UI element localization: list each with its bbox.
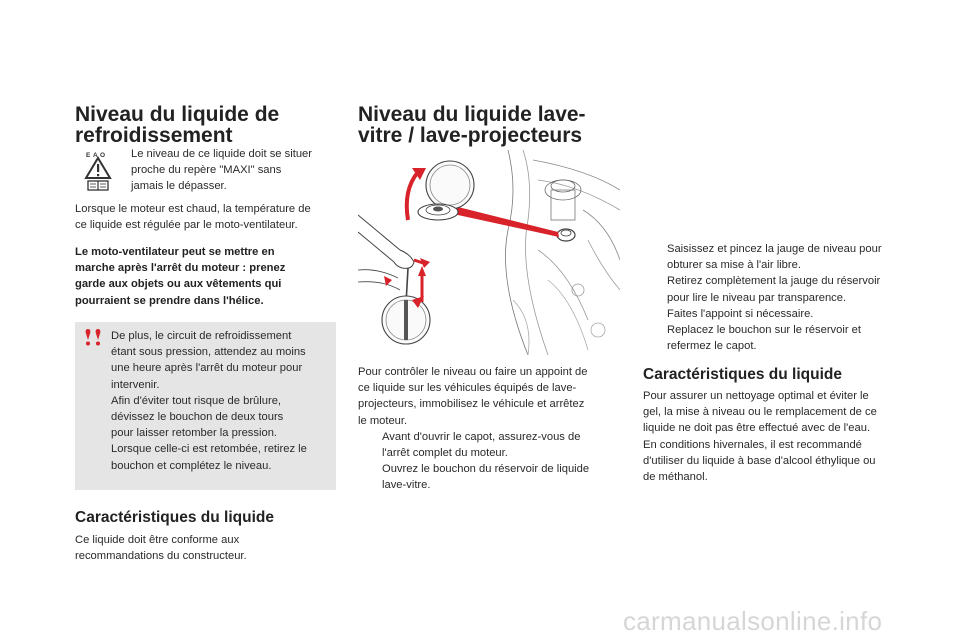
bullet-line: l'arrêt complet du moteur. bbox=[382, 447, 508, 460]
middle-title-line1: Niveau du liquide lave- bbox=[358, 103, 586, 126]
left-notice-line: Le niveau de ce liquide doit se situer bbox=[131, 148, 312, 160]
watermark: carmanualsonline.info bbox=[623, 606, 883, 636]
left-warning-line: Le moto-ventilateur peut se mettre en bbox=[75, 246, 275, 258]
list-item bbox=[643, 241, 913, 273]
middle-title-line2: vitre / lave-projecteurs bbox=[358, 124, 583, 147]
left-para1 bbox=[75, 201, 345, 233]
left-para1-line: ce liquide est régulée par le moto-ventilateur. bbox=[75, 219, 298, 232]
list-item bbox=[643, 273, 913, 305]
bullet-line: Ouvrez le bouchon du réservoir de liquide bbox=[382, 463, 590, 476]
bullet-line: Avant d'ouvrir le capot, assurez-vous de bbox=[382, 430, 581, 443]
list-item bbox=[358, 461, 620, 493]
right-char-line: gel, la mise à niveau ou le remplacement de ce bbox=[643, 406, 877, 419]
pressure-warning-box bbox=[75, 322, 336, 490]
right-bullet-list bbox=[643, 241, 913, 354]
right-bullets bbox=[643, 241, 913, 354]
svg-text:A: A bbox=[93, 152, 98, 159]
right-char-text bbox=[643, 388, 918, 485]
bullet-line: Saisissez et pincez la jauge de niveau pour bbox=[667, 243, 882, 255]
middle-intro-line: le moteur. bbox=[358, 414, 408, 427]
list-item bbox=[643, 322, 913, 354]
box-line: dévissez le bouchon de deux tours bbox=[111, 411, 284, 424]
list-item bbox=[358, 429, 620, 461]
exclamation-warning-icon bbox=[83, 327, 107, 347]
bullet-line: pour lire le niveau par transparence. bbox=[667, 291, 847, 304]
bullet-line: obturer sa mise à l'air libre. bbox=[667, 259, 801, 272]
left-notice-line: proche du repère "MAXI" sans bbox=[131, 164, 282, 177]
box-line: pour laisser retomber la pression. bbox=[111, 427, 278, 440]
washer-reservoir-illustration bbox=[358, 150, 620, 355]
left-warning-line: marche après l'arrêt du moteur : prenez bbox=[75, 262, 286, 275]
left-warning-bold bbox=[75, 244, 345, 309]
right-char-line: de méthanol. bbox=[643, 471, 708, 484]
bullet-line: refermez le capot. bbox=[667, 340, 757, 353]
left-char-section bbox=[75, 509, 274, 527]
left-char-line: recommandations du constructeur. bbox=[75, 550, 247, 563]
right-char-line: Pour assurer un nettoyage optimal et éviter le bbox=[643, 390, 869, 402]
list-item bbox=[643, 306, 913, 322]
box-line: bouchon et complétez le niveau. bbox=[111, 459, 272, 472]
hot-coolant-warning-icon bbox=[84, 150, 112, 192]
svg-text:O: O bbox=[100, 152, 106, 159]
left-notice bbox=[131, 146, 341, 195]
right-char-title: Caractéristiques du liquide bbox=[643, 366, 842, 383]
right-char-line: liquide ne doit pas être effectué avec de l'eau. bbox=[643, 422, 871, 435]
left-warning-line: garde aux objets ou aux vêtements qui bbox=[75, 278, 282, 291]
bullet-line: Replacez le bouchon sur le réservoir et bbox=[667, 324, 862, 337]
box-line: De plus, le circuit de refroidissement bbox=[111, 330, 292, 342]
box-line: étant sous pression, attendez au moins bbox=[111, 346, 306, 359]
middle-intro bbox=[358, 364, 620, 494]
box-line: Afin d'éviter tout risque de brûlure, bbox=[111, 394, 282, 407]
right-char-line: En conditions hivernales, il est recommandé bbox=[643, 438, 862, 451]
pressure-warning-text bbox=[111, 328, 333, 474]
right-char-section bbox=[643, 366, 842, 384]
bullet-line: Retirez complètement la jauge du réservoir bbox=[667, 275, 881, 288]
left-char-line: Ce liquide doit être conforme aux bbox=[75, 534, 240, 546]
box-line: une heure après l'arrêt du moteur pour bbox=[111, 362, 303, 375]
middle-bullet-list bbox=[358, 429, 620, 494]
left-para1-line: Lorsque le moteur est chaud, la température de bbox=[75, 203, 311, 215]
left-title bbox=[75, 104, 279, 146]
left-char-text bbox=[75, 532, 345, 564]
bullet-line: Faites l'appoint si nécessaire. bbox=[667, 307, 814, 320]
left-title-line2: refroidissement bbox=[75, 124, 233, 147]
middle-intro-line: ce liquide sur les véhicules équipés de lave- bbox=[358, 382, 577, 395]
bullet-line: lave-vitre. bbox=[382, 479, 431, 492]
svg-text:E: E bbox=[86, 152, 91, 159]
left-notice-line: jamais le dépasser. bbox=[131, 180, 227, 193]
middle-title bbox=[358, 104, 586, 146]
middle-intro-line: projecteurs, immobilisez le véhicule et arrêtez bbox=[358, 398, 585, 411]
box-line: intervenir. bbox=[111, 378, 160, 391]
left-title-line1: Niveau du liquide de bbox=[75, 103, 280, 126]
box-line: Lorsque celle-ci est retombée, retirez le bbox=[111, 443, 307, 456]
left-warning-line: pourraient se prendre dans l'hélice. bbox=[75, 294, 264, 307]
left-char-title: Caractéristiques du liquide bbox=[75, 509, 274, 526]
middle-intro-line: Pour contrôler le niveau ou faire un appoint de bbox=[358, 366, 588, 378]
right-char-line: d'utiliser du liquide à base d'alcool éthylique ou bbox=[643, 454, 876, 467]
